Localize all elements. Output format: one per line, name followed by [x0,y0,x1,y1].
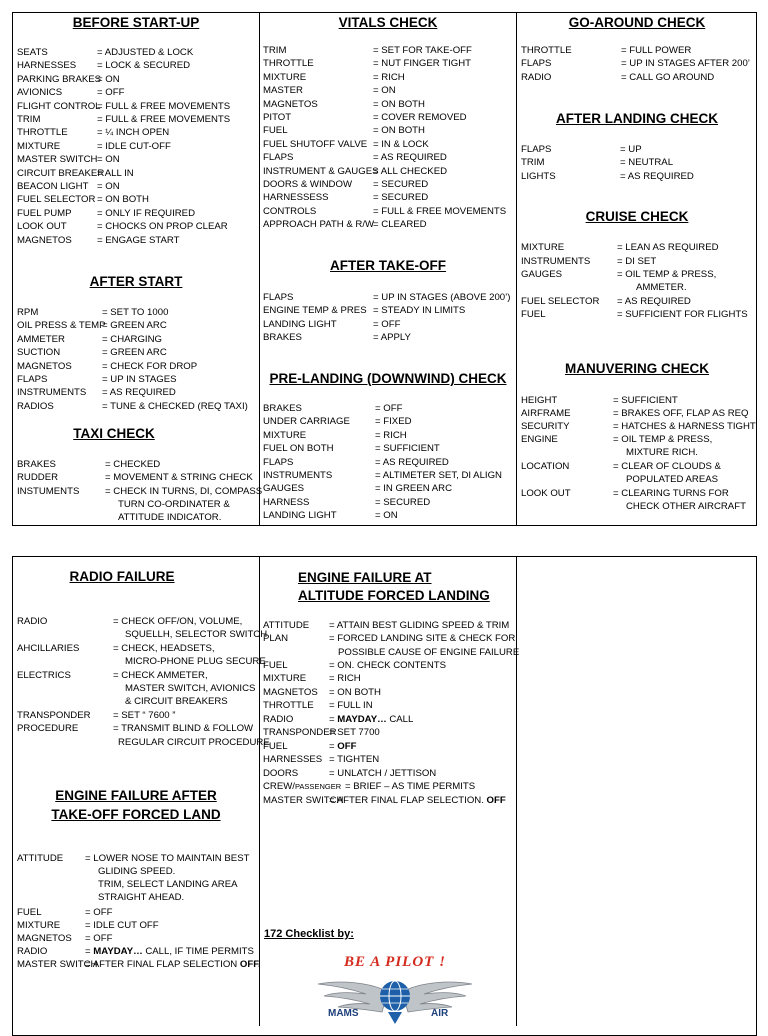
checklist-item-label: ENGINE TEMP & PRES [263,305,367,317]
fuel-off: OFF [337,741,357,752]
checklist-continuation: TURN CO-ORDINATER & [118,499,230,510]
mayday-call-note: CALL, IF TIME PERMITS [142,946,254,957]
checklist-item-value: = AS REQUIRED [102,387,176,399]
checklist-item-label: AVIONICS [17,87,63,99]
checklist-item-value: = OFF [373,318,401,330]
checklist-continuation: STRAIGHT AHEAD. [98,892,185,903]
checklist-item-value: = ALTIMETER SET, DI ALIGN [375,470,502,481]
checklist-item-label: FUEL [263,741,288,752]
checklist-item-label: PITOT [263,112,292,123]
checklist-item-value: = OFF [375,403,403,414]
checklist-item-value: = APPLY [373,332,411,344]
checklist-item-value: = CHECK FOR DROP [102,360,198,372]
checklist-item-label: BEACON LIGHT [17,181,89,192]
checklist-item-label: LANDING LIGHT [263,318,337,330]
checklist-item-value: = TRANSMIT BLIND & FOLLOW [113,723,254,734]
checklist-item-label: CREW/PASSENGER [263,781,342,792]
checklist-item-value: = AFTER FINAL FLAP SELECTION OFF. [85,959,261,970]
checklist-item-label: LOOK OUT [17,221,67,233]
checklist-item-label: FUEL PUMP [17,207,72,219]
checklist-item-value: = OFF [85,907,113,918]
passenger-label: PASSENGER [294,782,342,791]
after-takeoff-section [260,258,516,273]
checklist-item-value: = BRAKES OFF, FLAP AS REQ [613,408,749,419]
checklist-item-value: = RICH [375,429,407,441]
bottom-divider-2 [516,556,517,1026]
checklist-item-value: = FIXED [375,416,412,428]
checklist-item-label: TRIM [521,157,545,169]
checklist-item-label: FUEL [17,907,42,918]
checklist-item-value: = CHOCKS ON PROP CLEAR [97,221,228,233]
section-title: RADIO FAILURE [69,569,175,584]
checklist-item-value: = LOCK & SECURED [97,60,191,72]
checklist-item-label: FLAPS [521,144,552,155]
checklist-item-value: = UP IN STAGES [102,374,177,385]
checklist-item-value: = ADJUSTED & LOCK [97,47,194,58]
checklist-item-value: = MAYDAY… CALL [329,714,414,725]
checklist-item-label: TRANSPONDER [263,727,337,738]
checklist-item-label: LOCATION [521,461,570,472]
checklist-item-value: = AS REQUIRED [617,296,691,307]
checklist-item-label: MAGNETOS [17,360,72,372]
before-startup-section [13,13,259,30]
checklist-item-value: = LEAN AS REQUIRED [617,242,719,253]
top-divider-2 [516,12,517,526]
checklist-item-value: = CHECK AMMETER, [113,670,208,681]
checklist-item-value: = FULL & FREE MOVEMENTS [97,114,231,125]
checklist-item-label: THROTTLE [17,127,68,139]
section-title: GO-AROUND CHECK [568,15,706,30]
checklist-item-label: FLIGHT CONTROL [17,100,101,112]
checklist-item-value: = NEUTRAL [620,157,674,169]
checklist-item-value: = FULL & FREE MOVEMENTS [373,205,507,217]
checklist-item-label: LIGHTS [521,170,556,182]
checklist-item-value: = ALL CHECKED [373,165,448,177]
checklist-item-label: DOORS [263,768,299,779]
checklist-item-value: = ON [97,154,120,166]
checklist-continuation: & CIRCUIT BREAKERS [125,696,228,707]
be-a-pilot-logo [310,952,480,1024]
checklist-item-value: = ¼ INCH OPEN [97,127,170,139]
checklist-item-label: OIL PRESS & TEMP [17,320,106,332]
checklist-item-value: = OFF [97,87,125,99]
checklist-item-label: MAGNETOS [263,687,318,698]
checklist-item-value: = SET TO 1000 [102,307,169,318]
checklist-item-value: = HATCHES & HARNESS TIGHT [613,421,756,432]
mayday-call-note: CALL [386,714,414,725]
checklist-item-label: AHCILLARIES [17,643,80,654]
checklist-item-value: = SECURED [375,496,431,508]
checklist-item-label: RADIO [17,616,48,627]
checklist-continuation: SQUELLH, SELECTOR SWITCH [125,629,268,640]
checklist-item-label: MASTER SWITCH [17,959,98,970]
checklist-item-label: FLAPS [263,292,294,303]
checklist-item-value: = CLEAR OF CLOUDS & [613,461,721,472]
checklist-item-label: BRAKES [263,332,302,344]
checklist-item-value: = SUFFICIENT [613,395,678,406]
cruise-section [517,209,757,224]
checklist-item-label: MIXTURE [17,920,61,931]
checklist-item-label: BRAKES [263,403,302,414]
checklist-item-label: FUEL SELECTOR [17,194,96,206]
goaround-section [517,13,757,30]
checklist-item-value: = ON [97,73,120,85]
checklist-item-label: LANDING LIGHT [263,510,337,522]
checklist-continuation: REGULAR CIRCUIT PROCEDURE [118,737,270,748]
after-start-section [13,274,259,289]
checklist-item-label: THROTTLE [521,45,572,56]
checklist-item-label: FLAPS [521,58,552,70]
checklist-item-label: RPM [17,307,39,318]
checklist-item-label: INSTRUMENTS [17,387,87,399]
checklist-item-label: FUEL SELECTOR [521,296,600,307]
engine-failure-takeoff-section [13,788,259,822]
checklist-item-label: RADIO [17,946,48,957]
mayday-call: MAYDAY… [93,946,143,957]
section-title: VITALS CHECK [338,15,438,30]
checklist-item-value: = TIGHTEN [329,754,380,765]
checklist-credit [264,928,354,941]
checklist-item-label: FLAPS [17,374,48,385]
checklist-item-value: = AS REQUIRED [375,456,449,468]
checklist-item-value: = FORCED LANDING SITE & CHECK FOR [329,633,516,644]
logo-tagline: BE A PILOT ! [344,954,446,970]
logo-right-text: AIR [431,1008,449,1019]
checklist-item-label: FUEL ON BOTH [263,443,334,455]
checklist-item-value: = RICH [373,71,405,83]
checklist-item-value: = UP IN STAGES AFTER 200’ [621,58,750,70]
checklist-item-label: TRIM [263,45,287,56]
checklist-continuation: POPULATED AREAS [626,474,719,485]
checklist-item-label: GAUGES [521,269,563,280]
checklist-item-value: = BRIEF – AS TIME PERMITS [345,781,476,792]
checklist-item-label: CONTROLS [263,205,317,217]
checklist-item-label: MIXTURE [263,673,307,684]
checklist-item-label: ELECTRICS [17,670,71,681]
engine-failure-altitude-title-line-1: ENGINE FAILURE AT [298,570,432,585]
checklist-item-label: MASTER SWITCH [263,795,344,806]
checklist-item-label: GAUGES [263,483,305,495]
checklist-item-label: HARNESSESS [263,192,329,204]
checklist-item-value: = LOWER NOSE TO MAINTAIN BEST [85,853,250,864]
section-title: MANUVERING CHECK [564,361,709,376]
master-off: OFF. [239,959,261,970]
checklist-item-value: = FULL IN [329,700,373,711]
checklist-item-label: MASTER [263,85,303,97]
section-title: PRE-LANDING (DOWNWIND) CHECK [269,371,507,386]
checklist-continuation: GLIDING SPEED. [98,866,176,877]
checklist-item-label: THROTTLE [263,58,314,70]
checklist-item-value: = SET FOR TAKE-OFF [373,45,472,56]
checklist-continuation: MIXTURE RICH. [626,447,698,458]
after-landing-section [517,111,757,126]
checklist-item-label: INSTRUMENT & GAUGES [263,165,379,177]
section-title: CRUISE CHECK [585,209,689,224]
checklist-item-value: = SECURED [373,179,429,190]
checklist-continuation: CHECK OTHER AIRCRAFT [626,501,746,512]
checklist-item-value: = OFF [85,933,113,944]
checklist-item-value: = CLEARED [373,219,427,231]
checklist-item-value: = CHECK OFF/ON, VOLUME, [113,616,243,627]
checklist-item-label: TRIM [17,114,41,125]
checklist-item-label: CIRCUIT BREAKER [17,167,105,179]
checklist-item-label: HARNESS [263,496,310,508]
checklist-item-label: LOOK OUT [521,488,571,499]
checklist-item-value: = OFF [329,741,357,752]
checklist-item-label: APPROACH PATH & R/W [263,219,375,231]
engine-failure-altitude-title-line-2: ALTITUDE FORCED LANDING [298,588,490,603]
checklist-item-value: = NUT FINGER TIGHT [373,58,471,70]
checklist-item-value: = MOVEMENT & STRING CHECK [105,472,253,484]
checklist-item-value: = UP IN STAGES (ABOVE 200’) [373,292,511,303]
checklist-item-value: = RICH [329,673,361,684]
checklist-item-value: = IN & LOCK [373,138,429,150]
checklist-item-value: = MAYDAY… CALL, IF TIME PERMITS [85,946,254,957]
checklist-item-label: MIXTURE [263,429,307,441]
checklist-item-value: = CLEARING TURNS FOR [613,488,729,499]
checklist-continuation: MASTER SWITCH, AVIONICS [125,683,256,694]
manuvering-section [517,361,757,376]
checklist-item-value: = AFTER FINAL FLAP SELECTION. OFF [329,795,506,806]
checklist-item-label: BRAKES [17,459,56,470]
section-title-line-2: TAKE-OFF FORCED LAND [51,807,221,822]
checklist-item-value: = IN GREEN ARC [375,483,453,495]
checklist-item-value: = ENGAGE START [97,234,180,246]
checklist-item-value: = STEADY IN LIMITS [373,305,466,317]
checklist-item-label: AMMETER [17,333,65,345]
checklist-item-value: = OIL TEMP & PRESS, [617,269,717,280]
checklist-item-label: ATTITUDE [17,853,64,864]
checklist-item-label: PROCEDURE [17,723,79,734]
checklist-item-label: MAGNETOS [17,933,72,944]
checklist-item-label: MAGNETOS [263,98,318,110]
checklist-item-value: = AS REQUIRED [373,152,447,164]
checklist-item-value: = CHECK, HEADSETS, [113,643,215,654]
radio-failure-section [0,569,250,584]
checklist-item-value: = IDLE CUT OFF [85,920,159,931]
prelanding-section [260,371,516,386]
checklist-item-value: = ON [375,510,398,522]
checklist-item-value: = UNLATCH / JETTISON [329,768,437,779]
checklist-item-label: FUEL [263,660,288,671]
checklist-item-value: = ON BOTH [373,98,425,110]
checklist-item-value: = CALL GO AROUND [621,71,715,83]
checklist-item-label: ATTITUDE [263,620,310,631]
checklist-item-value: = ONLY IF REQUIRED [97,207,196,219]
checklist-item-label: MIXTURE [17,140,61,152]
section-title: BEFORE START-UP [72,15,200,30]
checklist-item-value: = TUNE & CHECKED (REQ TAXI) [102,400,248,412]
section-title: AFTER LANDING CHECK [556,111,718,126]
checklist-item-label: HARNESSES [263,754,323,765]
checklist-item-label: SECURITY [521,421,570,432]
checklist-item-value: = AS REQUIRED [620,170,694,182]
section-title: AFTER TAKE-OFF [330,258,446,273]
checklist-item-label: HEIGHT [521,395,558,406]
checklist-item-label: SUCTION [17,347,61,359]
checklist-item-value: = SUFFICIENT FOR FLIGHTS [617,309,748,320]
checklist-item-value: = SET 7700 [329,727,380,738]
checklist-item-value: = SET “ 7600 ” [113,710,176,721]
checklist-item-label: MAGNETOS [17,234,72,246]
checklist-item-value: = IDLE CUT-OFF [97,140,171,152]
checklist-item-label: PARKING BRAKES [17,73,102,85]
vitals-check-section [260,13,516,30]
checklist-item-value: = CHECKED [105,459,161,470]
checklist-item-value: = GREEN ARC [102,347,167,359]
bottom-divider-1 [259,556,260,1026]
checklist-item-value: = ON. CHECK CONTENTS [329,660,447,671]
checklist-item-label: INSTRUMENTS [263,470,333,481]
checklist-item-value: = CHARGING [102,333,162,345]
mayday-call: MAYDAY… [337,714,387,725]
checklist-item-value: = ON BOTH [373,125,425,137]
checklist-item-label: HARNESSES [17,60,77,72]
checklist-item-label: RADIO [263,714,294,725]
checklist-item-label: FUEL SHUTOFF VALVE [263,138,368,150]
checklist-item-label: SEATS [17,47,48,58]
credit-text: 172 Checklist by: [264,928,354,940]
section-title: AFTER START [89,274,183,289]
checklist-item-value: = ON BOTH [329,687,381,698]
checklist-item-value: = ALL IN [97,167,134,179]
checklist-item-value: = UP [620,144,642,155]
checklist-item-value: = CHECK IN TURNS, DI, COMPASS [105,485,263,497]
checklist-item-value: = ATTAIN BEST GLIDING SPEED & TRIM [329,620,510,631]
checklist-item-label: FLAPS [263,152,294,164]
checklist-item-value: = ON BOTH [97,194,149,206]
checklist-continuation: MICRO-PHONE PLUG SECURE [125,656,266,667]
taxi-check-section [0,426,256,441]
checklist-item-label: UNDER CARRIAGE [263,416,350,428]
checklist-item-value: = SECURED [373,192,429,204]
master-off: OFF [486,795,506,806]
logo-left-text: MAMS [328,1008,359,1019]
checklist-item-label: FUEL [521,309,546,320]
checklist-continuation: ATTITUDE INDICATOR. [118,512,222,523]
checklist-item-value: = FULL & FREE MOVEMENTS [97,100,231,112]
checklist-item-label: DOORS & WINDOW [263,179,353,190]
section-title: TAXI CHECK [73,426,155,441]
checklist-continuation: TRIM, SELECT LANDING AREA [98,879,238,890]
checklist-item-label: PLAN [263,633,289,644]
checklist-item-label: TRANSPONDER [17,710,91,721]
checklist-item-label: RUDDER [17,472,59,484]
checklist-item-value: = ON [97,181,120,192]
checklist-item-value: = COVER REMOVED [373,112,467,123]
checklist-item-value: = OIL TEMP & PRESS, [613,434,713,445]
section-title-line-1: ENGINE FAILURE AFTER [55,788,217,803]
checklist-item-label: FUEL [263,125,288,137]
checklist-item-value: = ON [373,85,396,97]
checklist-item-label: FLAPS [263,456,294,468]
checklist-item-value: = DI SET [617,256,657,267]
checklist-continuation: AMMETER. [636,282,687,293]
checklist-item-label: INSTUMENTS [17,485,80,497]
checklist-item-label: MASTER SWITCH [17,154,98,166]
checklist-item-label: MIXTURE [521,242,565,253]
checklist-continuation: POSSIBLE CAUSE OF ENGINE FAILURE [338,647,520,658]
checklist-item-label: RADIOS [17,400,54,412]
checklist-item-label: ENGINE [521,434,558,445]
checklist-item-value: = SUFFICIENT [375,443,440,455]
checklist-item-label: MIXTURE [263,71,307,83]
checklist-item-label: RADIO [521,71,552,83]
checklist-item-label: THROTTLE [263,700,314,711]
checklist-item-label: AIRFRAME [521,408,571,419]
checklist-item-value: = FULL POWER [621,45,692,56]
checklist-item-label: INSTRUMENTS [521,256,591,267]
checklist-item-value: = GREEN ARC [102,320,167,332]
